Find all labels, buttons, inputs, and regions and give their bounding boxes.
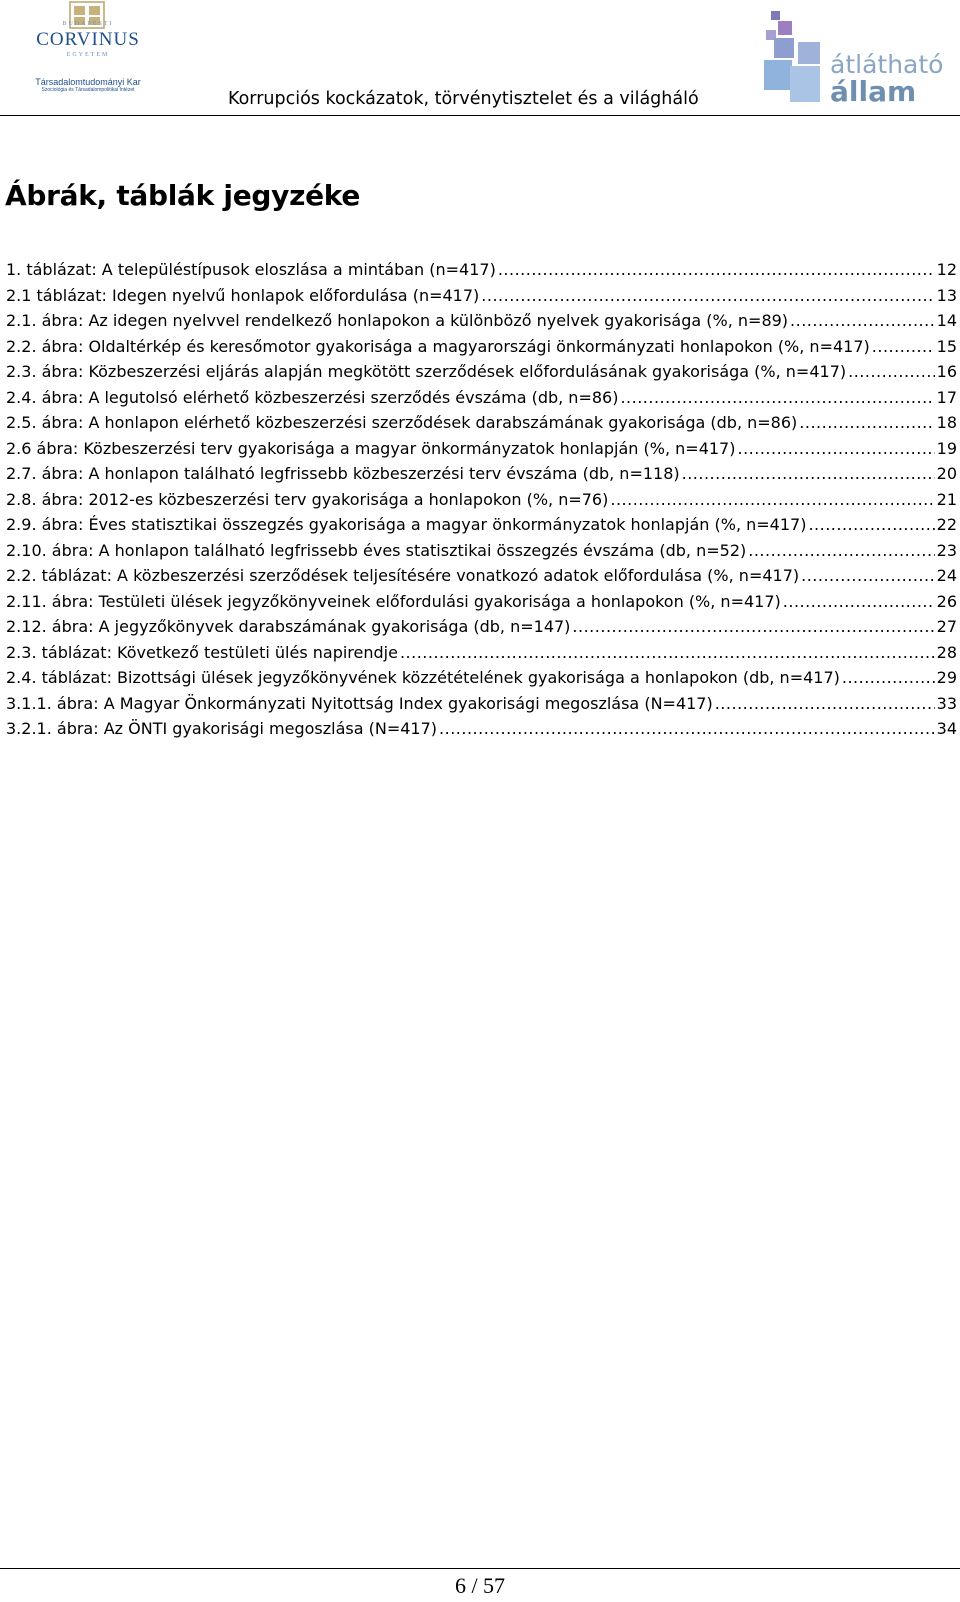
toc-dot-leader <box>498 260 935 279</box>
toc-entry-page-number: 17 <box>936 387 957 407</box>
toc-entry-page-number: 29 <box>936 668 957 687</box>
toc-entry-label: 2.4. ábra: A legutolsó elérhető közbeszerzési szerződés évszáma (db, n=86) <box>6 387 619 407</box>
toc-dot-leader <box>481 286 934 305</box>
atlathato-allam-cubes-icon <box>764 8 824 106</box>
toc-dot-leader <box>801 566 935 585</box>
toc-entry[interactable] <box>6 566 957 592</box>
corvinus-logo <box>26 0 150 104</box>
toc-entry-page-number: 16 <box>936 362 957 381</box>
toc-entry-label: 1. táblázat: A településtípusok eloszlása a mintában (n=417) <box>6 260 496 279</box>
toc-entry-page-number: 27 <box>936 617 957 636</box>
toc-entry[interactable] <box>6 260 957 286</box>
toc-entry[interactable] <box>6 515 957 541</box>
toc-entry[interactable] <box>6 541 957 567</box>
toc-entry[interactable] <box>6 464 957 490</box>
toc-entry-label: 2.12. ábra: A jegyzőkönyvek darabszámának gyakorisága (db, n=147) <box>6 617 571 636</box>
toc-entry-label: 2.2. ábra: Oldaltérkép és keresőmotor gyakorisága a magyarországi önkormányzati honlapokon (%, n=417) <box>6 336 870 356</box>
toc-entry[interactable] <box>6 362 957 388</box>
toc-dot-leader <box>439 719 935 738</box>
list-of-figures-tables <box>6 260 957 745</box>
toc-entry-page-number: 28 <box>936 642 957 662</box>
toc-dot-leader <box>400 643 935 662</box>
corvinus-logo-top-text: BUDAPESTI <box>62 21 114 27</box>
toc-dot-leader <box>748 541 934 560</box>
toc-entry[interactable] <box>6 592 957 618</box>
corvinus-logo-bottom-text: EGYETEM <box>66 52 110 58</box>
toc-entry-page-number: 12 <box>936 260 957 279</box>
document-running-title: Korrupciós kockázatok, törvénytisztelet és a világháló <box>228 89 699 109</box>
toc-entry-label: 3.1.1. ábra: A Magyar Önkormányzati Nyitottság Index gyakorisági megoszlása (N=417) <box>6 693 713 713</box>
toc-entry[interactable] <box>6 719 957 745</box>
toc-dot-leader <box>715 694 935 713</box>
toc-entry-page-number: 24 <box>936 566 957 585</box>
toc-entry[interactable] <box>6 439 957 465</box>
toc-entry[interactable] <box>6 337 957 363</box>
toc-dot-leader <box>783 592 935 611</box>
toc-dot-leader <box>572 617 934 636</box>
toc-entry-label: 3.2.1. ábra: Az ÖNTI gyakorisági megoszlása (N=417) <box>6 719 438 738</box>
toc-entry-label: 2.11. ábra: Testületi ülések jegyzőkönyveinek előfordulási gyakorisága a honlapokon (%, n=417) <box>6 591 781 611</box>
toc-entry-page-number: 19 <box>936 438 957 458</box>
page-number: 6 / 57 <box>454 1573 506 1598</box>
toc-entry[interactable] <box>6 643 957 669</box>
toc-entry-label: 2.1 táblázat: Idegen nyelvű honlapok előfordulása (n=417) <box>6 285 480 305</box>
page-header <box>0 0 960 118</box>
page-title: Ábrák, táblák jegyzéke <box>5 179 361 212</box>
toc-entry[interactable] <box>6 286 957 312</box>
toc-entry-label: 2.10. ábra: A honlapon található legfrissebb éves statisztikai összegzés évszáma (db, n=52) <box>6 540 747 560</box>
toc-dot-leader <box>872 337 935 356</box>
toc-entry[interactable] <box>6 694 957 720</box>
header-divider <box>0 115 960 116</box>
toc-entry[interactable] <box>6 668 957 694</box>
toc-entry-label: 2.3. ábra: Közbeszerzési eljárás alapján megkötött szerződések előfordulásának gyakorisága (%, n=417) <box>6 362 847 381</box>
toc-entry[interactable] <box>6 311 957 337</box>
toc-entry[interactable] <box>6 617 957 643</box>
toc-entry-label: 2.7. ábra: A honlapon található legfrissebb közbeszerzési terv évszáma (db, n=118) <box>6 464 680 483</box>
toc-entry-page-number: 22 <box>936 515 957 534</box>
footer-divider <box>0 1568 960 1569</box>
corvinus-logo-name: CORVINUS <box>36 29 140 50</box>
toc-dot-leader <box>842 668 935 687</box>
toc-entry[interactable] <box>6 413 957 439</box>
toc-dot-leader <box>620 388 934 407</box>
corvinus-faculty-sub-text: Szociológia és Társadalompolitikai Intézet <box>41 87 135 93</box>
toc-entry-page-number: 33 <box>936 693 957 713</box>
allam-logo-text-line2: állam <box>830 75 917 108</box>
toc-entry-page-number: 18 <box>936 413 957 432</box>
toc-dot-leader <box>808 515 934 534</box>
toc-entry-label: 2.9. ábra: Éves statisztikai összegzés gyakorisága a magyar önkormányzatok honlapján (%, n=417) <box>6 515 807 534</box>
toc-entry[interactable] <box>6 388 957 414</box>
toc-entry-label: 2.5. ábra: A honlapon elérhető közbeszerzési szerződések darabszámának gyakorisága (db, n=86) <box>6 413 798 432</box>
toc-entry-page-number: 14 <box>936 311 957 330</box>
toc-dot-leader <box>799 413 934 432</box>
toc-dot-leader <box>848 362 935 381</box>
toc-dot-leader <box>610 490 934 509</box>
toc-entry-page-number: 20 <box>936 464 957 483</box>
toc-entry-page-number: 21 <box>936 489 957 509</box>
toc-entry-label: 2.6 ábra: Közbeszerzési terv gyakorisága a magyar önkormányzatok honlapján (%, n=417) <box>6 438 736 458</box>
toc-dot-leader <box>790 311 935 330</box>
toc-entry-label: 2.8. ábra: 2012-es közbeszerzési terv gyakorisága a honlapokon (%, n=76) <box>6 489 609 509</box>
atlathato-allam-logo <box>764 8 944 108</box>
toc-entry-page-number: 26 <box>936 591 957 611</box>
toc-entry-page-number: 34 <box>936 719 957 738</box>
toc-entry-page-number: 13 <box>936 285 957 305</box>
corvinus-faculty-text: Társadalomtudományi Kar <box>35 77 141 87</box>
toc-entry-page-number: 15 <box>936 336 957 356</box>
toc-entry-label: 2.1. ábra: Az idegen nyelvvel rendelkező honlapokon a különböző nyelvek gyakorisága (%, n=89) <box>6 311 789 330</box>
toc-entry-label: 2.4. táblázat: Bizottsági ülések jegyzőkönyvének közzétételének gyakorisága a honlapokon (db, n=417) <box>6 668 840 687</box>
toc-entry-label: 2.3. táblázat: Következő testületi ülés napirendje <box>6 642 398 662</box>
toc-dot-leader <box>737 439 934 458</box>
toc-entry-page-number: 23 <box>936 540 957 560</box>
toc-dot-leader <box>682 464 935 483</box>
toc-entry-label: 2.2. táblázat: A közbeszerzési szerződések teljesítésére vonatkozó adatok előfordulása (%, n=417) <box>6 566 800 585</box>
toc-entry[interactable] <box>6 490 957 516</box>
allam-logo-text-line1: átlátható <box>830 50 944 79</box>
